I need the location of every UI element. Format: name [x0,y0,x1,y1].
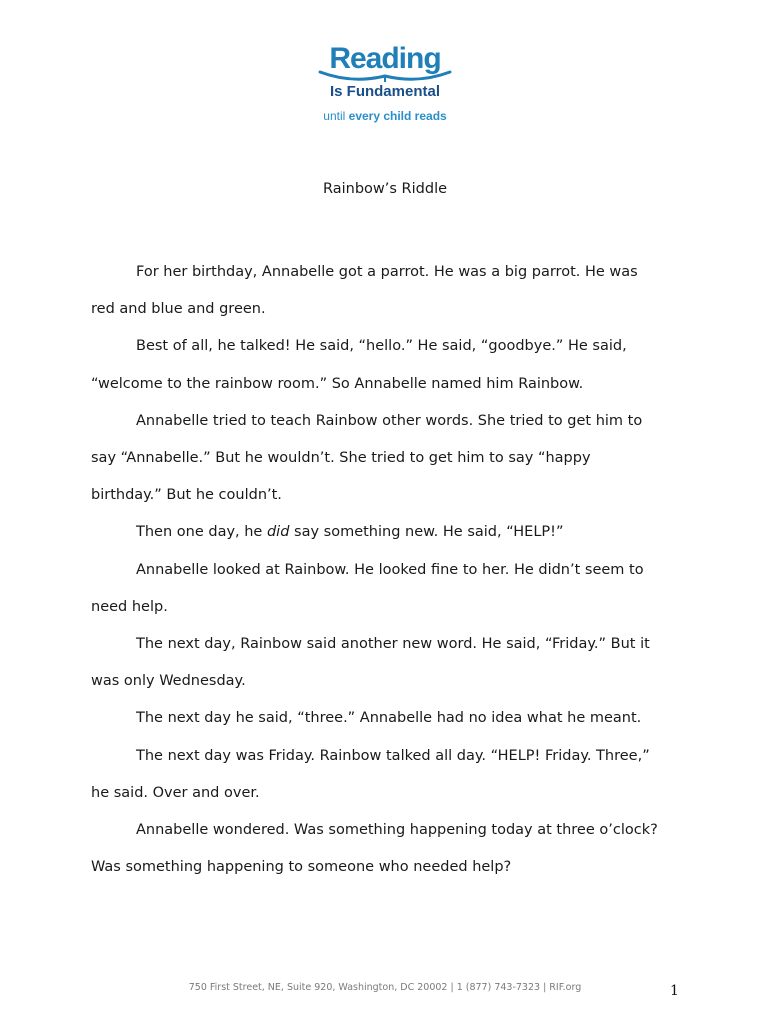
story-line: The next day, Rainbow said another new word. He said, “Friday.” But it [136,636,650,653]
footer-address: 750 First Street, NE, Suite 920, Washington, DC 20002 | 1 (877) 743-7323 | RIF.org [188,982,582,993]
story-emphasis: did [266,524,290,541]
story-line: For her birthday, Annabelle got a parrot. He was a big parrot. He was [136,264,638,280]
story-line: Annabelle wondered. Was something happening today at three o’clock? [136,822,658,839]
story-line [91,514,681,551]
story-text: say something new. He said, “HELP!” [289,524,564,541]
logo-reading-word: Reading [329,42,441,75]
story-line: The next day he said, “three.” Annabelle had no idea what he meant. [136,710,642,727]
story-body [91,254,681,886]
story-line: red and blue and green. [91,301,266,318]
story-title: Rainbow’s Riddle [322,181,448,197]
story-line: Annabelle tried to teach Rainbow other words. She tried to get him to [136,412,643,429]
rif-logo [310,40,460,130]
story-line: “welcome to the rainbow room.” So Annabelle named him Rainbow. [91,375,584,392]
logo-tagline-bold: every child reads [348,109,447,123]
logo-tagline-pre: until [323,109,349,123]
story-line: he said. Over and over. [91,784,260,801]
story-line: Annabelle looked at Rainbow. He looked fine to her. He didn’t seem to [136,561,644,578]
logo-tagline [310,109,460,123]
story-text: Then one day, he [136,524,267,541]
story-line: say “Annabelle.” But he wouldn’t. She tried to get him to say “happy [91,450,591,467]
story-line: Was something happening to someone who needed help? [91,859,512,876]
page-number: 1 [670,983,679,999]
logo-fundamental-word: Is Fundamental [329,83,441,100]
story-line: need help. [91,598,168,615]
story-line: birthday.” But he couldn’t. [91,487,282,504]
story-line: Best of all, he talked! He said, “hello.” He said, “goodbye.” He said, [136,338,627,355]
story-line: was only Wednesday. [91,673,246,690]
open-book-icon [318,70,452,84]
story-line: The next day was Friday. Rainbow talked all day. “HELP! Friday. Three,” [136,747,650,764]
